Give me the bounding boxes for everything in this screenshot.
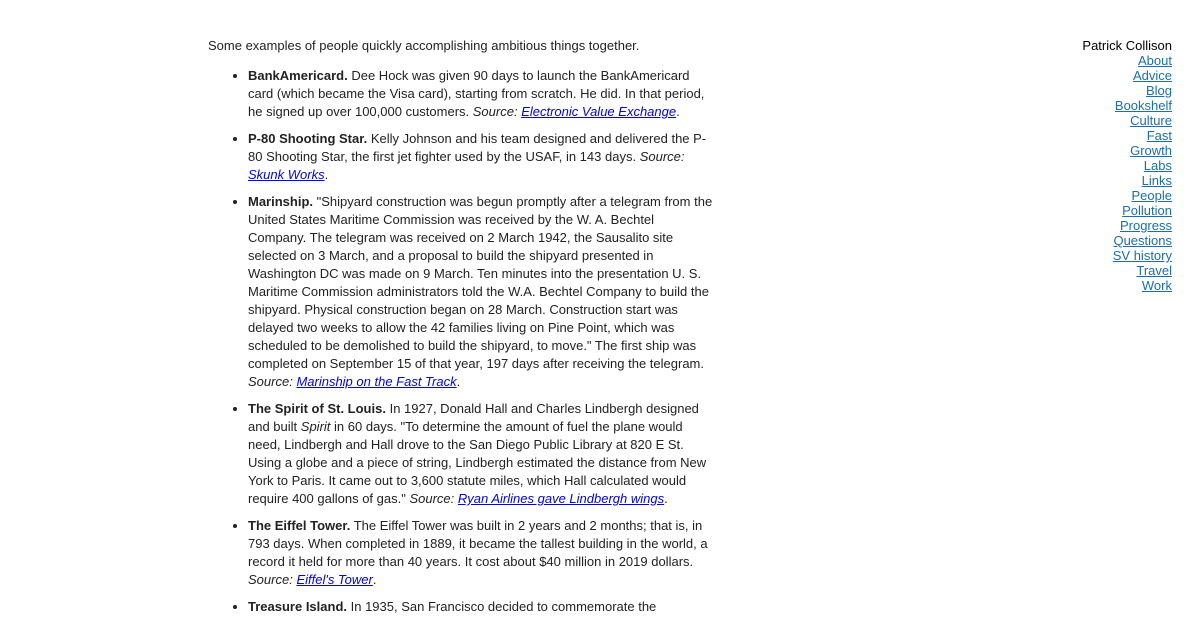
sidebar-nav — [1082, 38, 1172, 293]
item-body-emphasis: Spirit — [300, 419, 331, 434]
examples-list — [208, 67, 713, 616]
nav-list — [1082, 53, 1172, 293]
nav-link-progress[interactable]: Progress — [1119, 218, 1172, 233]
nav-item — [1082, 218, 1172, 233]
nav-link-culture[interactable]: Culture — [1130, 113, 1172, 128]
item-body: In 1935, San Francisco decided to commemorate the — [350, 599, 657, 614]
item-title: BankAmericard. — [248, 68, 348, 83]
nav-item — [1082, 188, 1172, 203]
nav-item — [1082, 143, 1172, 158]
nav-link-pollution[interactable]: Pollution — [1122, 203, 1172, 218]
nav-item — [1082, 98, 1172, 113]
list-item — [248, 598, 713, 616]
nav-link-labs[interactable]: Labs — [1143, 158, 1172, 173]
item-end: . — [676, 104, 680, 119]
source-link[interactable]: Marinship on the Fast Track — [296, 374, 457, 389]
list-item — [248, 130, 713, 184]
nav-item — [1082, 83, 1172, 98]
item-title: The Spirit of St. Louis. — [248, 401, 386, 416]
nav-item — [1082, 233, 1172, 248]
nav-item — [1082, 203, 1172, 218]
source-label: Source: — [409, 491, 455, 506]
nav-item — [1082, 263, 1172, 278]
nav-link-links[interactable]: Links — [1141, 173, 1172, 188]
nav-link-people[interactable]: People — [1131, 188, 1172, 203]
nav-item — [1082, 158, 1172, 173]
nav-link-fast[interactable]: Fast — [1146, 128, 1172, 143]
source-link[interactable]: Ryan Airlines gave Lindbergh wings — [457, 491, 665, 506]
list-item — [248, 517, 713, 589]
item-end: . — [664, 491, 668, 506]
nav-item — [1082, 173, 1172, 188]
list-item — [248, 67, 713, 121]
item-end: . — [372, 572, 377, 587]
source-label: Source: — [248, 572, 293, 587]
nav-link-about[interactable]: About — [1138, 53, 1172, 68]
item-body: The Eiffel Tower was built in 2 years and 2 months; that is, in 793 days. When completed in 1889, it became the tallest building in the world, a record it held for more than 40 years. It cost about $40 million in 2019 dollars. — [248, 518, 708, 569]
item-body: in 60 days. "To determine the amount of fuel the plane would need, Lindbergh and Hall drove to the San Diego Public Library at 820 E St. Using a globe and a piece of string, Lindbergh estimated the distance from New York to Paris. It came out to 3,600 statute miles, which Hall calculated would require 400 gallons of gas." — [248, 419, 707, 506]
nav-item — [1082, 53, 1172, 68]
nav-link-travel[interactable]: Travel — [1136, 263, 1172, 278]
nav-item — [1082, 113, 1172, 128]
source-link[interactable]: Eiffel's Tower — [296, 572, 373, 587]
source-label: Source: — [639, 149, 685, 164]
nav-item — [1082, 248, 1172, 263]
item-title: The Eiffel Tower. — [248, 518, 351, 533]
source-link[interactable]: Skunk Works — [248, 167, 325, 182]
nav-link-bookshelf[interactable]: Bookshelf — [1114, 98, 1172, 113]
nav-item — [1082, 68, 1172, 83]
item-end: . — [456, 374, 461, 389]
nav-link-advice[interactable]: Advice — [1132, 68, 1172, 83]
source-label: Source: — [248, 374, 293, 389]
nav-link-blog[interactable]: Blog — [1145, 83, 1172, 98]
source-label: Source: — [472, 104, 518, 119]
item-end: . — [324, 167, 329, 182]
item-body: In 1927, Donald Hall and Charles Lindbergh designed and built — [248, 401, 699, 434]
item-title: P-80 Shooting Star. — [248, 131, 368, 146]
list-item — [248, 400, 713, 508]
item-title: Marinship. — [248, 194, 314, 209]
intro-text: Some examples of people quickly accomplishing ambitious things together. — [208, 38, 640, 53]
site-owner-name: Patrick Collison — [1082, 38, 1172, 53]
nav-item — [1082, 128, 1172, 143]
main-content — [208, 37, 713, 625]
item-body: Dee Hock was given 90 days to launch the BankAmericard card (which became the Visa card), starting from scratch. He did. In that period, he signed up over 100,000 customers. — [248, 68, 705, 119]
nav-link-work[interactable]: Work — [1141, 278, 1172, 293]
item-title: Treasure Island. — [248, 599, 347, 614]
list-item — [248, 193, 713, 391]
item-body: Kelly Johnson and his team designed and delivered the P-80 Shooting Star, the first jet fighter used by the USAF, in 143 days. — [248, 131, 707, 164]
source-link[interactable]: Electronic Value Exchange — [521, 104, 677, 119]
nav-item — [1082, 278, 1172, 293]
nav-link-growth[interactable]: Growth — [1130, 143, 1172, 158]
item-body: "Shipyard construction was begun promptly after a telegram from the United States Maritime Commission was received by the W. A. Bechtel Company. The telegram was received on 2 March 1942, the Sausalito site selected on 3 March, and a proposal to build the shipyard presented in Washington DC was made on 9 March. Ten minutes into the presentation U. S. Maritime Commission administrators told the W.A. Bechtel Company to build the shipyard. Physical construction began on 28 March. Construction start was delayed two weeks to allow the 42 families living on Pine Point, which was scheduled to be demolished to build the shipyard, to move." The first ship was completed on September 15 of that year, 197 days after receiving the telegram. — [248, 194, 713, 371]
nav-link-questions[interactable]: Questions — [1113, 233, 1172, 248]
nav-link-sv-history[interactable]: SV history — [1112, 248, 1172, 263]
